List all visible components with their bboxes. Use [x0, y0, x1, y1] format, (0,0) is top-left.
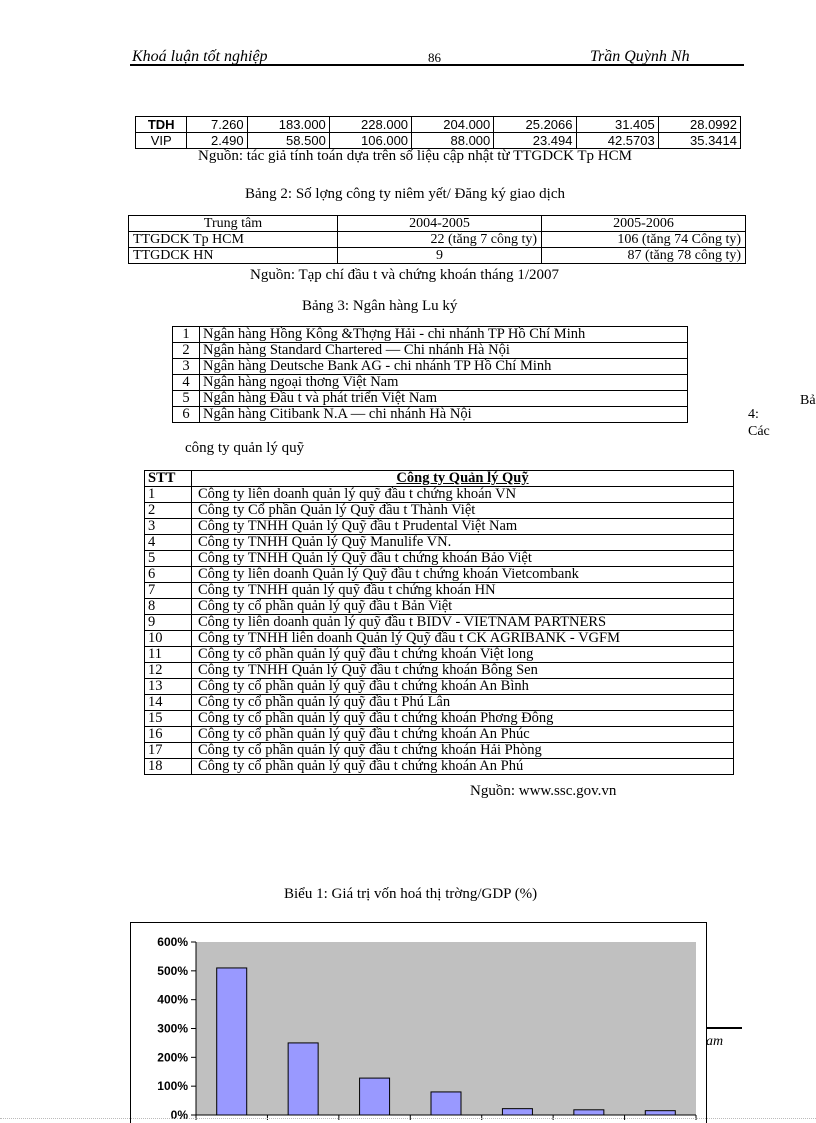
bar [645, 1111, 675, 1115]
table-cell: 14 [145, 695, 192, 711]
header-left: Khoá luận tốt nghiệp [132, 48, 268, 65]
table-row [173, 327, 688, 343]
column-header: 2004-2005 [338, 216, 542, 232]
table-cell: TTGDCK HN [129, 248, 338, 264]
table-1 [135, 116, 741, 149]
table-row [145, 487, 734, 503]
table-row [173, 359, 688, 375]
table-cell: 5 [173, 391, 200, 407]
table-cell: 6 [173, 407, 200, 423]
table-1-source: Nguồn: tác giả tính toán dựa trên số liệu cập nhật từ TTGDCK Tp HCM [198, 148, 632, 164]
bar [431, 1092, 461, 1115]
table-cell: VIP [136, 133, 187, 149]
table-cell: 13 [145, 679, 192, 695]
table-4-source: Nguồn: www.ssc.gov.vn [470, 783, 617, 799]
header-rule [130, 64, 744, 66]
table-cell: Công ty cổ phần quản lý quỹ đầu t chứng khoán An Phú [192, 759, 734, 775]
table-cell: 22 (tăng 7 công ty) [338, 232, 542, 248]
table-cell: Công ty TNHH liên doanh Quản lý Quỹ đầu t CK AGRIBANK - VGFM [192, 631, 734, 647]
table-row [136, 117, 741, 133]
table-cell: 2 [173, 343, 200, 359]
table-row [145, 695, 734, 711]
table-row [145, 679, 734, 695]
table-cell: Ngân hàng Deutsche Bank AG - chi nhánh TP Hồ Chí Minh [200, 359, 688, 375]
table-cell: Công ty cổ phần quản lý quỹ đầu t Bản Việt [192, 599, 734, 615]
y-tick-label: 0% [170, 1108, 188, 1122]
table-cell: 9 [338, 248, 542, 264]
column-header-company: Công ty Quản lý Quỹ [192, 471, 734, 487]
table-4-caption: công ty quản lý quỹ [185, 440, 305, 456]
table-cell: 204.000 [412, 117, 494, 133]
table-cell: Công ty TNHH Quản lý Quỹ Manulife VN. [192, 535, 734, 551]
bar [360, 1078, 390, 1115]
table-cell: 3 [173, 359, 200, 375]
table-row [129, 248, 746, 264]
table-cell: 12 [145, 663, 192, 679]
side-text-ba: Bả [800, 393, 816, 408]
overlapping-text: am [706, 1034, 724, 1049]
side-text-cac: Các [748, 424, 770, 439]
table-cell: 23.494 [494, 133, 576, 149]
table-cell: 2 [145, 503, 192, 519]
table-row [136, 133, 741, 149]
table-cell: Công ty TNHH Quản lý Quỹ đầu t chứng khoán Bông Sen [192, 663, 734, 679]
table-cell: 9 [145, 615, 192, 631]
y-tick-label: 100% [157, 1079, 188, 1094]
table-row [129, 232, 746, 248]
table-cell: 6 [145, 567, 192, 583]
bar [217, 968, 247, 1115]
table-cell: 16 [145, 727, 192, 743]
table-cell: Công ty cổ phần quản lý quỹ đầu t Phú Lân [192, 695, 734, 711]
table-row [145, 759, 734, 775]
table-row [145, 663, 734, 679]
table-cell: Công ty cổ phần quản lý quỹ đầu t chứng khoán An Bình [192, 679, 734, 695]
page-edge [0, 1118, 816, 1119]
y-tick-label: 600% [157, 935, 188, 949]
table-cell: TTGDCK Tp HCM [129, 232, 338, 248]
table-cell: Công ty cổ phần quản lý quỹ đầu t chứng khoán Việt long [192, 647, 734, 663]
table-row [173, 407, 688, 423]
table-2-caption: Bảng 2: Số lợng công ty niêm yết/ Đăng ký giao dịch [245, 186, 565, 202]
table-4 [144, 470, 734, 775]
table-cell: Công ty liên doanh quản lý quỹ đầu t BIDV - VIETNAM PARTNERS [192, 615, 734, 631]
table-row [145, 711, 734, 727]
table-cell: Công ty liên doanh quản lý quỹ đầu t chứng khoán VN [192, 487, 734, 503]
table-row [145, 615, 734, 631]
table-cell: 87 (tăng 78 công ty) [542, 248, 746, 264]
table-row [173, 391, 688, 407]
table-cell: Ngân hàng Citibank N.A — chi nhánh Hà Nội [200, 407, 688, 423]
table-cell: Công ty Cổ phần Quản lý Quỹ đầu t Thành Việt [192, 503, 734, 519]
header-right: Trần Quỳnh Nh [590, 48, 690, 65]
table-cell: Công ty cổ phần quản lý quỹ đầu t chứng khoán Phơng Đông [192, 711, 734, 727]
table-cell: 28.0992 [658, 117, 740, 133]
table-2 [128, 215, 746, 264]
table-row [145, 519, 734, 535]
table-cell: 25.2066 [494, 117, 576, 133]
table-cell: Ngân hàng Hồng Kông &Thợng Hải - chi nhánh TP Hồ Chí Minh [200, 327, 688, 343]
table-cell: 42.5703 [576, 133, 658, 149]
overlapping-rule [706, 1027, 742, 1029]
table-row [173, 375, 688, 391]
table-cell: 1 [173, 327, 200, 343]
table-cell: 4 [145, 535, 192, 551]
table-cell: 7.260 [187, 117, 247, 133]
table-cell: Công ty liên doanh Quản lý Quỹ đầu t chứng khoán Vietcombank [192, 567, 734, 583]
table-row [145, 743, 734, 759]
y-tick-label: 500% [157, 963, 188, 978]
bar [502, 1109, 532, 1115]
table-row [145, 631, 734, 647]
table-cell: 88.000 [412, 133, 494, 149]
table-row [145, 551, 734, 567]
table-header-row [145, 471, 734, 487]
chart-caption: Biểu 1: Giá trị vốn hoá thị trờng/GDP (%) [284, 886, 538, 902]
table-header-row [129, 216, 746, 232]
table-cell: 4 [173, 375, 200, 391]
table-cell: Công ty TNHH Quản lý Quỹ đầu t Prudental Việt Nam [192, 519, 734, 535]
table-cell: TDH [136, 117, 187, 133]
column-header: Trung tâm [129, 216, 338, 232]
bar-chart [130, 922, 708, 1123]
table-cell: Công ty cổ phần quản lý quỹ đầu t chứng khoán An Phúc [192, 727, 734, 743]
table-row [145, 535, 734, 551]
table-cell: Ngân hàng ngoại thơng Việt Nam [200, 375, 688, 391]
page-number: 86 [428, 50, 441, 65]
table-row [173, 343, 688, 359]
table-row [145, 599, 734, 615]
table-row [145, 727, 734, 743]
table-2-source: Nguồn: Tạp chí đầu t và chứng khoán tháng 1/2007 [250, 267, 560, 283]
table-cell: 31.405 [576, 117, 658, 133]
table-cell: 11 [145, 647, 192, 663]
table-cell: 7 [145, 583, 192, 599]
table-cell: 2.490 [187, 133, 247, 149]
side-text-4: 4: [748, 407, 759, 422]
table-row [145, 583, 734, 599]
table-cell: 228.000 [329, 117, 411, 133]
table-cell: 106.000 [329, 133, 411, 149]
column-header: 2005-2006 [542, 216, 746, 232]
plot-area [196, 942, 696, 1115]
table-cell: Công ty TNHH Quản lý Quỹ đầu t chứng khoán Bảo Việt [192, 551, 734, 567]
table-cell: 5 [145, 551, 192, 567]
table-row [145, 647, 734, 663]
table-cell: Công ty TNHH quản lý quỹ đầu t chứng khoán HN [192, 583, 734, 599]
y-tick-label: 400% [157, 992, 188, 1007]
column-header-stt: STT [145, 471, 192, 487]
table-cell: 1 [145, 487, 192, 503]
bar [574, 1110, 604, 1115]
table-3 [172, 326, 688, 423]
table-cell: Ngân hàng Đầu t và phát triển Việt Nam [200, 391, 688, 407]
table-3-caption: Bảng 3: Ngân hàng Lu ký [302, 298, 458, 314]
table-cell: 3 [145, 519, 192, 535]
table-cell: 183.000 [247, 117, 329, 133]
table-cell: 106 (tăng 74 Công ty) [542, 232, 746, 248]
y-tick-label: 200% [157, 1050, 188, 1065]
table-row [145, 503, 734, 519]
table-cell: 17 [145, 743, 192, 759]
bar [288, 1043, 318, 1115]
table-row [145, 567, 734, 583]
table-cell: Ngân hàng Standard Chartered — Chi nhánh Hà Nội [200, 343, 688, 359]
table-cell: Công ty cổ phần quản lý quỹ đầu t chứng khoán Hải Phòng [192, 743, 734, 759]
table-cell: 8 [145, 599, 192, 615]
table-cell: 18 [145, 759, 192, 775]
table-cell: 58.500 [247, 133, 329, 149]
table-cell: 35.3414 [658, 133, 740, 149]
y-tick-label: 300% [157, 1021, 188, 1036]
table-cell: 10 [145, 631, 192, 647]
table-cell: 15 [145, 711, 192, 727]
